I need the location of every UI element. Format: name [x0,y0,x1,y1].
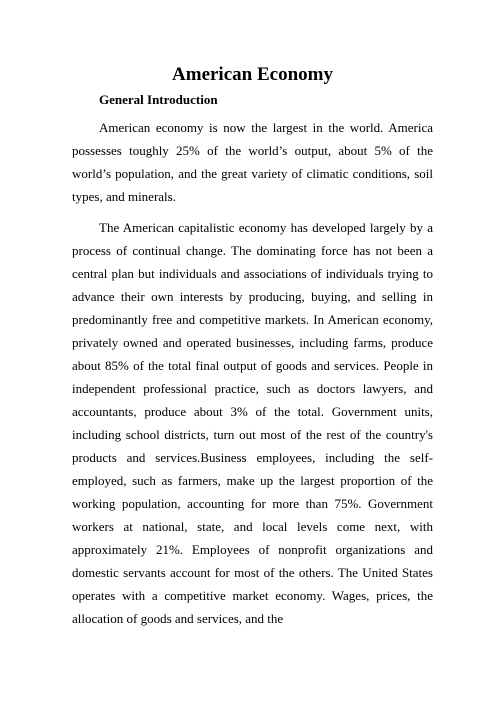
paragraph-intro: American economy is now the largest in the world. America possesses toughly 25% of the world’s output, about 5% of the world’s population, and the great variety of climatic conditions, soil types, and minerals. [72,120,433,204]
section-heading: General Introduction [99,92,218,107]
document-page [72,60,433,638]
document-title: American Economy [172,64,333,85]
paragraph-economy: The American capitalistic economy has developed largely by a process of continual change. The dominating force has not been a central plan but individuals and associations of individuals trying to advance their own interests by producing, buying, and selling in predominantly free and competitive markets. In American economy, privately owned and operated businesses, including farms, produce about 85% of the total final output of goods and services. People in independent professional practice, such as doctors lawyers, and accountants, produce about 3% of the total. Government units, including school districts, turn out most of the rest of the country's products and services.Business employees, including the self-employed, such as farmers, make up the largest proportion of the working population, accounting for more than 75%. Government workers at national, state, and local levels come next, with approximately 21%. Employees of nonprofit organizations and domestic servants account for most of the others. The United States operates with a competitive market economy. Wages, prices, the allocation of goods and services, and the [72,220,433,626]
